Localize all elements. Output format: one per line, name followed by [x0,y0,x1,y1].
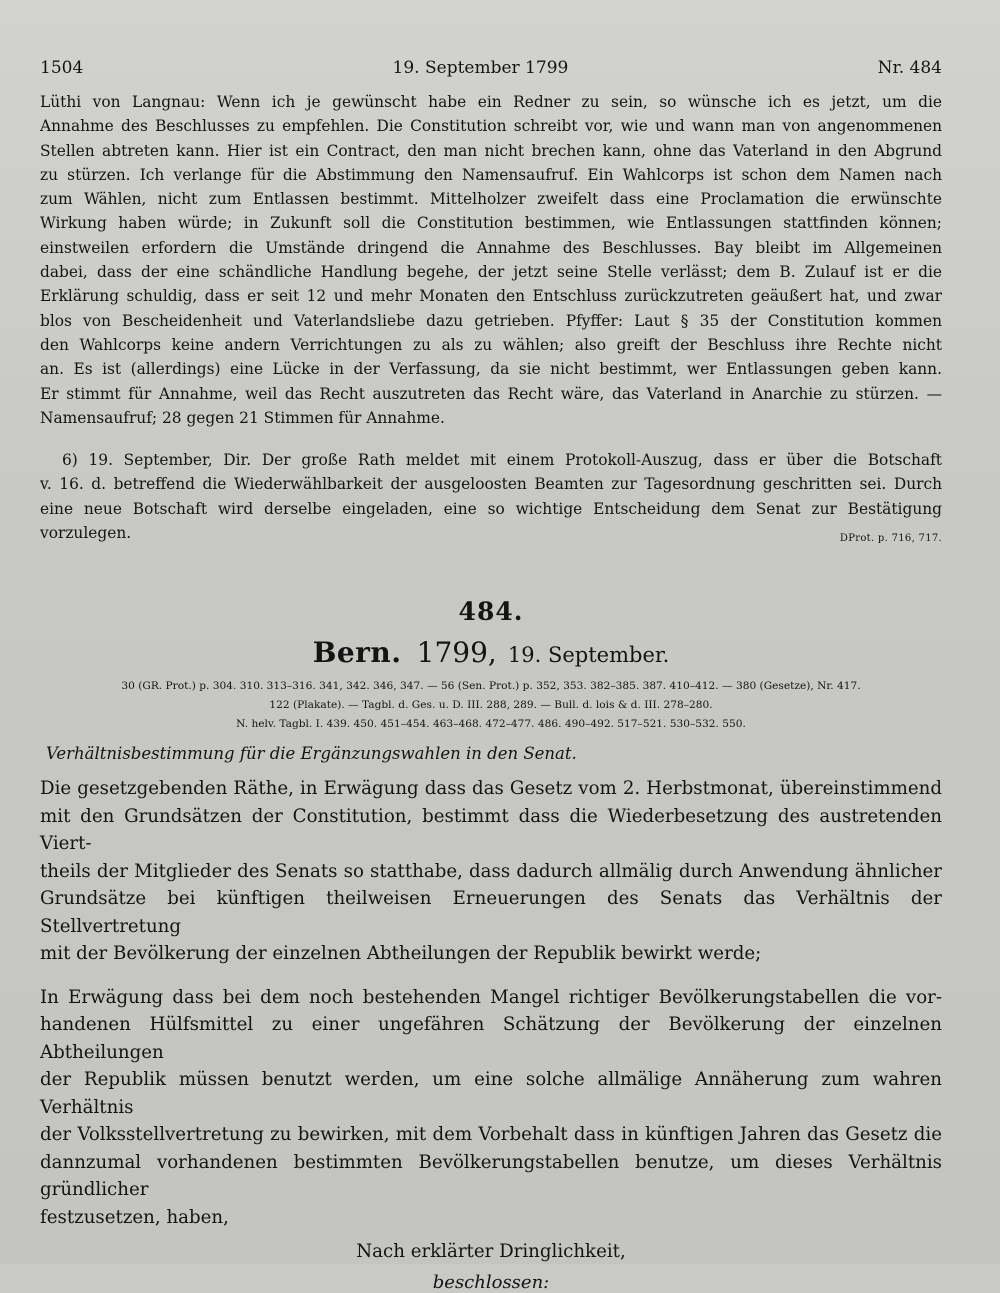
debate-line: Annahme des Beschlusses zu empfehlen. Die Constitution schreibt vor, wie und wann man von angenommenen [40,117,942,136]
note-line: eine neue Botschaft wird derselbe eingeladen, eine so wichtige Entscheidung dem Senat zur Bestätigung [40,499,942,518]
resolution-line: Grundsätze bei künftigen theilweisen Erneuerungen des Senats das Verhältnis der Stellvertretung [40,888,942,937]
resolution-line: theils der Mitglieder des Senats so statthabe, dass dadurch allmälig durch Anwendung ähnlicher [40,860,942,882]
document-year: 1799, [416,636,497,670]
debate-line: einstweilen erfordern die Umstände dringend die Annahme des Beschlusses. Bay bleibt im Allgemeinen [40,238,942,257]
urgency-clause: Nach erklärter Dringlichkeit, [356,1241,626,1263]
document-subject: Verhältnisbestimmung für die Ergänzungswahlen in den Senat. [46,744,577,764]
debate-line: zum Wählen, nicht zum Entlassen bestimmt. Mittelholzer zweifelt dass eine Proclamation die erwünschte [40,190,942,209]
document-number: 484. [458,597,524,627]
note-line: 6) 19. September, Dir. Der große Rath meldet mit einem Protokoll-Auszug, dass er über die Botschaft [62,451,942,470]
resolution-line: mit den Grundsätzen der Constitution, bestimmt dass die Wiederbesetzung des austretenden Viert- [40,805,942,855]
resolution-line: In Erwägung dass bei dem noch bestehenden Mangel richtiger Bevölkerungstabellen die vor- [40,986,942,1008]
debate-line: blos von Bescheidenheit und Vaterlandsliebe dazu getrieben. Pfyffer: Laut § 35 der Constitution kommen [40,311,942,330]
debate-line: dabei, dass der eine schändliche Handlung begehe, der jetzt seine Stelle verlässt; dem B. Zulauf ist er die [40,263,942,282]
note-line: v. 16. d. betreffend die Wiederwählbarkeit der ausgeloosten Beamten zur Tagesordnung geschritten sei. Durch [40,475,942,494]
running-head [40,58,942,78]
document-nr: Nr. 484 [877,58,942,78]
debate-text [40,90,942,545]
document-date: 19. September. [507,643,670,668]
debate-line: den Wahlcorps keine andern Verrichtungen zu als zu wählen; also greift der Beschluss ihre Rechte nicht [40,335,942,354]
resolution-line: mit der Bevölkerung der einzelnen Abtheilungen der Republik bewirkt werde; [40,943,762,965]
debate-line: an. Es ist (allerdings) eine Lücke in der Verfassung, da sie nicht bestimmt, wer Entlassungen geben kann. [40,360,942,379]
resolution-line: der Volksstellvertretung zu bewirken, mit dem Vorbehalt dass in künftigen Jahren das Gesetz die [40,1124,942,1146]
debate-line: Namensaufruf; 28 gegen 21 Stimmen für Annahme. [40,408,445,427]
resolution-line: Die gesetzgebenden Räthe, in Erwägung dass das Gesetz vom 2. Herbstmonat, übereinstimmend [40,778,942,800]
debate-line: Wirkung haben würde; in Zukunft soll die Constitution bestimmen, wie Entlassungen stattfinden können; [40,214,942,233]
source-line: 122 (Plakate). — Tagbl. d. Ges. u. D. III. 288, 289. — Bull. d. lois & d. III. 278–280. [269,699,713,712]
source-line: 30 (GR. Prot.) p. 304. 310. 313–316. 341, 342. 346, 347. — 56 (Sen. Prot.) p. 352, 353. 382–385. 387. 410–412. — 380 (Gesetze), Nr. 417. [121,680,861,693]
note-line [40,521,942,545]
debate-line: Erklärung schuldig, dass er seit 12 und mehr Monaten den Entschluss zurückzutreten geäußert hat, und zwar [40,287,942,306]
resolution-text [40,775,942,1231]
note-last-line: vorzulegen. [40,524,132,543]
header-date: 19. September 1799 [392,58,569,78]
document-place: Bern. [312,636,402,670]
debate-line: Stellen abtreten kann. Hier ist ein Contract, den man nicht brechen kann, ohne das Vaterland in den Abgrund [40,141,942,160]
page-number: 1504 [40,58,84,78]
document-title [40,636,942,669]
debate-line: Er stimmt für Annahme, weil das Recht auszutreten das Recht wäre, das Vaterland in Anarchie zu stürzen. — [40,384,942,403]
resolution-line: handenen Hülfsmittel zu einer ungefähren Schätzung der Bevölkerung der einzelnen Abtheilungen [40,1014,942,1063]
source-line: N. helv. Tagbl. I. 439. 450. 451–454. 463–468. 472–477. 486. 490–492. 517–521. 530–532. 550. [236,718,746,731]
protocol-reference: DProt. p. 716, 717. [839,533,942,545]
debate-line: zu stürzen. Ich verlange für die Abstimmung den Namensaufruf. Ein Wahlcorps ist schon dem Namen nach [40,165,942,184]
resolution-line: festzusetzen, haben, [40,1206,229,1228]
source-references [40,677,942,734]
resolution-line: dannzumal vorhandenen bestimmten Bevölkerungstabellen benutze, um dieses Verhältnis gründlicher [40,1151,942,1201]
debate-line: Lüthi von Langnau: Wenn ich je gewünscht habe ein Redner zu sein, so wünsche ich es jetzt, um die [40,93,942,111]
resolved-clause: beschlossen: [432,1272,550,1293]
resolution-line: der Republik müssen benutzt werden, um eine solche allmälige Annäherung zum wahren Verhältnis [40,1069,942,1118]
